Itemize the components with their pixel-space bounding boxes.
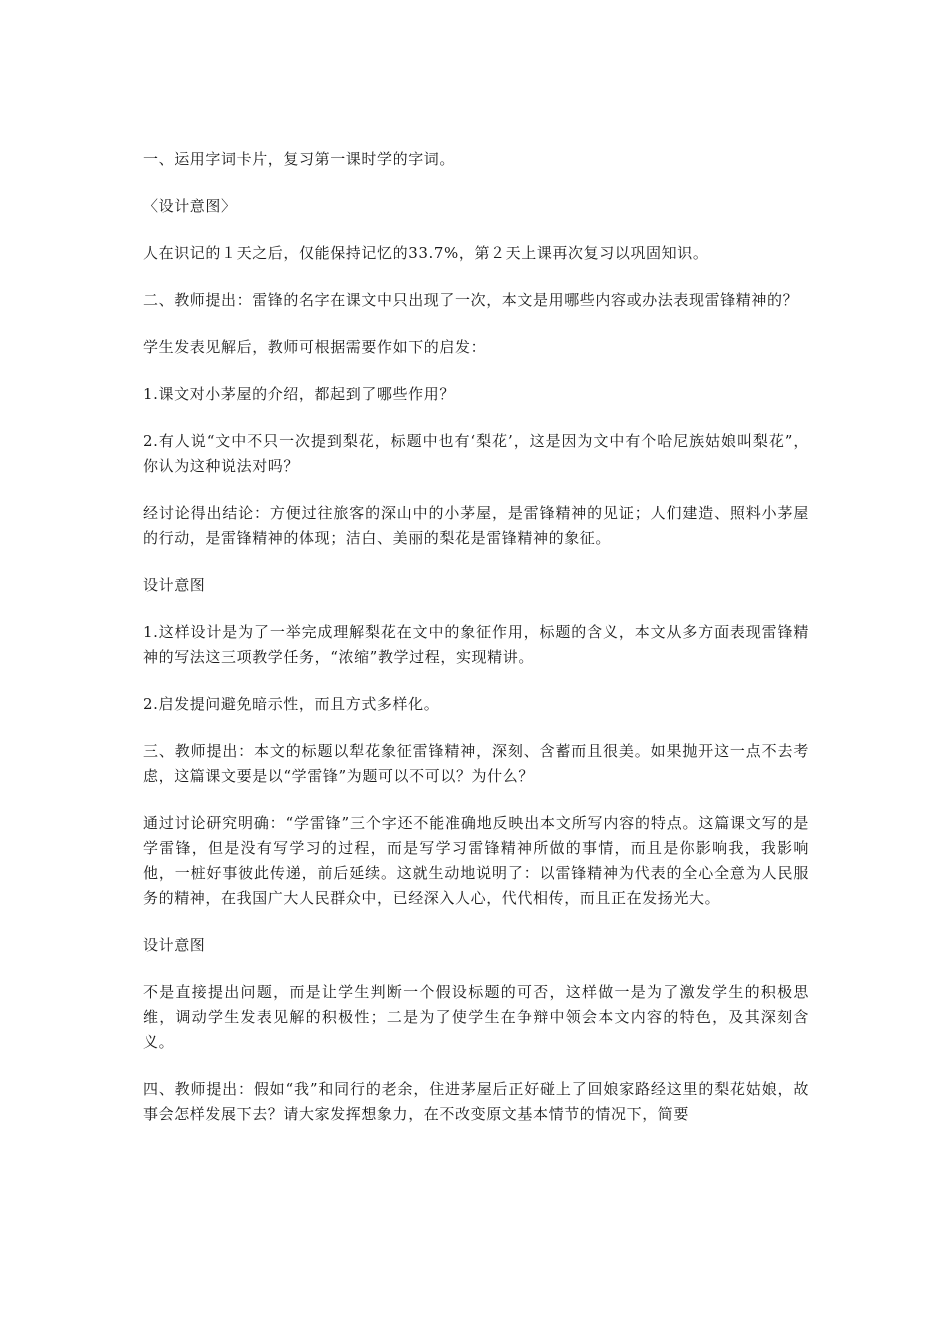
paragraph-question-hut: 1.课文对小茅屋的介绍，都起到了哪些作用？ xyxy=(143,385,455,403)
paragraph-design-point-2: 2.启发提问避免暗示性，而且方式多样化。 xyxy=(143,695,440,713)
paragraph-review-words: 一、运用字词卡片，复习第一课时学的字词。 xyxy=(143,150,456,168)
paragraph-student-views: 学生发表见解后，教师可根据需要作如下的启发： xyxy=(143,338,487,356)
paragraph-teacher-question-2: 二、教师提出：雷锋的名字在课文中只出现了一次，本文是用哪些内容或办法表现雷锋精神的？ xyxy=(143,291,799,309)
paragraph-teacher-question-4: 四、教师提出：假如“我”和同行的老余，住进茅屋后正好碰上了回娘家路经这里的梨花姑娘，故事会怎样发展下去？请大家发挥想象力，在不改变原文基本情节的情况下，简要 xyxy=(143,1080,809,1123)
paragraph-discussion-conclusion: 经讨论得出结论：方便过往旅客的深山中的小茅屋，是雷锋精神的见证；人们建造、照料小茅屋的行动，是雷锋精神的体现；洁白、美丽的梨花是雷锋精神的象征。 xyxy=(143,504,809,547)
paragraph-teacher-question-3: 三、教师提出：本文的标题以犁花象征雷锋精神，深刻、含蓄而且很美。如果抛开这一点不去考虑，这篇课文要是以“学雷锋”为题可以不可以？为什么？ xyxy=(143,742,809,785)
paragraph-memory-retention: 人在识记的１天之后，仅能保持记忆的33.7%，第２天上课再次复习以巩固知识。 xyxy=(143,244,709,262)
paragraph-design-intent-heading-1: 〈设计意图〉 xyxy=(143,197,237,215)
document-body xyxy=(143,147,809,1149)
paragraph-design-explanation: 不是直接提出问题，而是让学生判断一个假设标题的可否，这样做一是为了激发学生的积极思维，调动学生发表见解的积极性；二是为了使学生在争辩中领会本文内容的特色，及其深刻含义。 xyxy=(143,983,809,1051)
paragraph-question-pear-blossom: 2.有人说“文中不只一次提到梨花，标题中也有‘梨花’，这是因为文中有个哈尼族姑娘叫梨花”，你认为这种说法对吗？ xyxy=(143,432,809,475)
paragraph-design-intent-heading-2: 设计意图 xyxy=(143,576,206,594)
paragraph-design-point-1: 1.这样设计是为了一举完成理解梨花在文中的象征作用，标题的含义，本文从多方面表现雷锋精神的写法这三项教学任务，“浓缩”教学过程，实现精讲。 xyxy=(143,623,809,666)
paragraph-discussion-clarify: 通过讨论研究明确：“学雷锋”三个字还不能准确地反映出本文所写内容的特点。这篇课文写的是学雷锋，但是没有写学习的过程，而是写学习雷锋精神所做的事情，而且是你影响我，我影响他，一桩好事彼此传递，前后延续。这就生动地说明了：以雷锋精神为代表的全心全意为人民服务的精神，在我国广大人民群众中，已经深入人心，代代相传，而且正在发扬光大。 xyxy=(143,814,809,907)
paragraph-design-intent-heading-3: 设计意图 xyxy=(143,936,206,954)
